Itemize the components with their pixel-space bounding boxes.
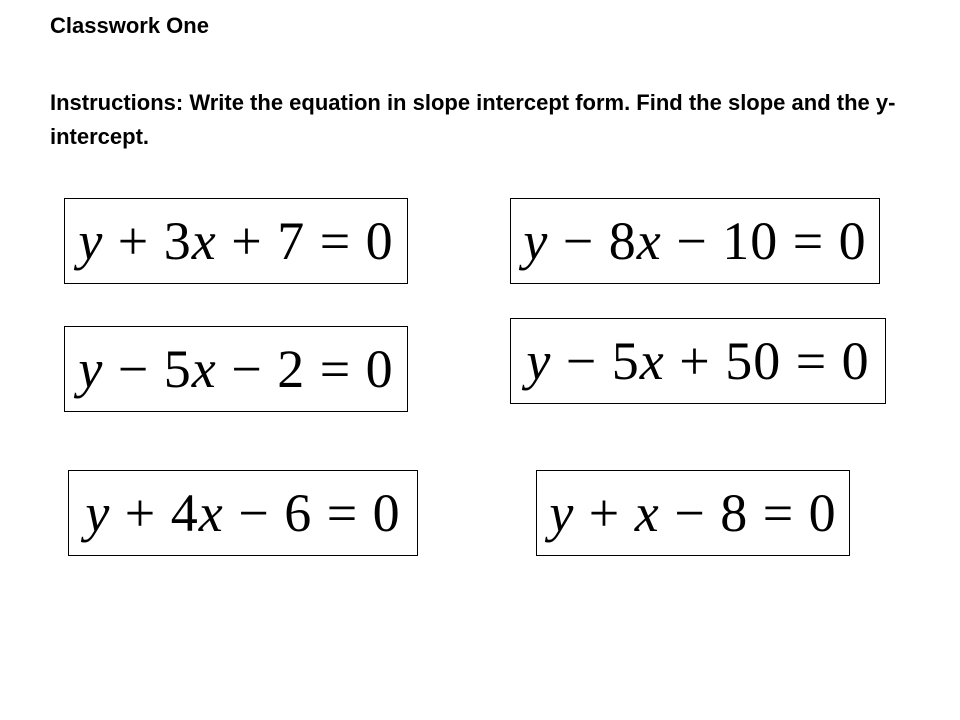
instructions-text: Instructions: Write the equation in slope intercept form. Find the slope and the y-intercept. xyxy=(50,90,896,149)
equation-box xyxy=(64,326,408,412)
equation-text: y + x − 8 = 0 xyxy=(549,483,837,543)
page-title: Classwork One xyxy=(50,13,209,38)
equation-text: y − 8x − 10 = 0 xyxy=(523,211,867,271)
equation-box xyxy=(510,318,886,404)
equation-box xyxy=(536,470,850,556)
equation-box xyxy=(68,470,418,556)
equation-box xyxy=(510,198,880,284)
equation-text: y + 3x + 7 = 0 xyxy=(78,211,394,271)
equation-text: y − 5x + 50 = 0 xyxy=(526,331,870,391)
equation-box xyxy=(64,198,408,284)
equation-text: y + 4x − 6 = 0 xyxy=(85,483,401,543)
equation-text: y − 5x − 2 = 0 xyxy=(78,339,394,399)
